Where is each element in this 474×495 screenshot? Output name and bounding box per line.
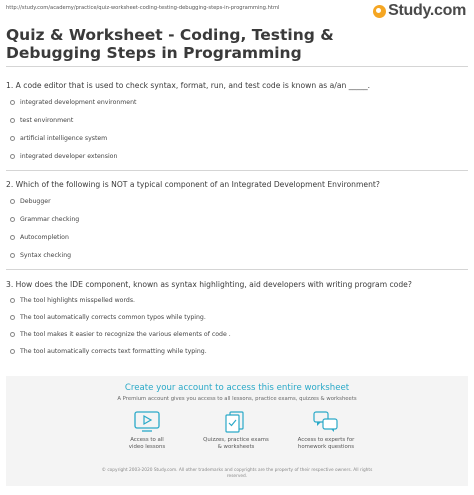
feature-experts-line1: Access to experts for: [297, 437, 355, 443]
question-3-option-2[interactable]: The tool automatically corrects common typos while typing.: [10, 314, 206, 321]
question-1: 1. A code editor that is used to check syntax, format, run, and test code is known as a/an _____.: [6, 81, 371, 90]
question-1-option-1[interactable]: integrated development environment: [10, 99, 136, 106]
question-1-option-2[interactable]: test environment: [10, 117, 73, 124]
quiz-icon: [223, 411, 249, 433]
question-divider: [6, 269, 468, 270]
question-1-option-4[interactable]: integrated developer extension: [10, 153, 117, 160]
title-divider: [6, 66, 468, 67]
feature-video-line2: video lessons: [128, 444, 166, 450]
copyright-notice: © copyright 2003-2020 Study.com. All other trademarks and copyrights are the property of their respective owners. All rights reserved.: [101, 468, 373, 479]
experts-icon: [313, 411, 339, 433]
question-2-option-2[interactable]: Grammar checking: [10, 216, 79, 223]
radio-icon[interactable]: [10, 100, 15, 105]
question-3-option-4[interactable]: The tool automatically corrects text formatting while typing.: [10, 348, 207, 355]
radio-icon[interactable]: [10, 199, 15, 204]
cta-subtitle: A Premium account gives you access to all lessons, practice exams, quizzes & worksheets: [117, 396, 357, 402]
question-2-option-1[interactable]: Debugger: [10, 198, 51, 205]
radio-icon[interactable]: [10, 136, 15, 141]
radio-icon[interactable]: [10, 332, 15, 337]
video-icon: [134, 411, 160, 433]
question-2: 2. Which of the following is NOT a typical component of an Integrated Development Environment?: [6, 180, 380, 189]
radio-icon[interactable]: [10, 118, 15, 123]
feature-quizzes-line1: Quizzes, practice exams: [203, 437, 269, 443]
question-3: 3. How does the IDE component, known as syntax highlighting, aid developers with writing program code?: [6, 280, 412, 289]
radio-icon[interactable]: [10, 154, 15, 159]
radio-icon[interactable]: [10, 298, 15, 303]
feature-experts-line2: homework questions: [297, 444, 355, 450]
feature-experts: [286, 411, 366, 451]
question-divider: [6, 170, 468, 171]
feature-quizzes: [196, 411, 276, 451]
radio-icon[interactable]: [10, 349, 15, 354]
page-url: http://study.com/academy/practice/quiz-worksheet-coding-testing-debugging-steps-in-programming.html: [6, 5, 280, 11]
question-1-option-3[interactable]: artificial intelligence system: [10, 135, 107, 142]
logo-text: Study.com: [388, 2, 466, 19]
question-3-option-3[interactable]: The tool makes it easier to recognize the various elements of code .: [10, 331, 231, 338]
feature-video-lessons: [107, 411, 187, 451]
page-title: Quiz & Worksheet - Coding, Testing & Debugging Steps in Programming: [6, 26, 334, 62]
feature-quizzes-line2: & worksheets: [217, 444, 255, 450]
study-logo[interactable]: [373, 2, 466, 20]
radio-icon[interactable]: [10, 315, 15, 320]
radio-icon[interactable]: [10, 253, 15, 258]
logo-mark-icon: [373, 5, 386, 18]
radio-icon[interactable]: [10, 217, 15, 222]
cta-title-link[interactable]: Create your account to access this entire worksheet: [124, 383, 350, 393]
radio-icon[interactable]: [10, 235, 15, 240]
question-2-option-4[interactable]: Syntax checking: [10, 252, 71, 259]
question-3-option-1[interactable]: The tool highlights misspelled words.: [10, 297, 135, 304]
feature-video-line1: Access to all: [130, 437, 164, 443]
question-2-option-3[interactable]: Autocompletion: [10, 234, 69, 241]
